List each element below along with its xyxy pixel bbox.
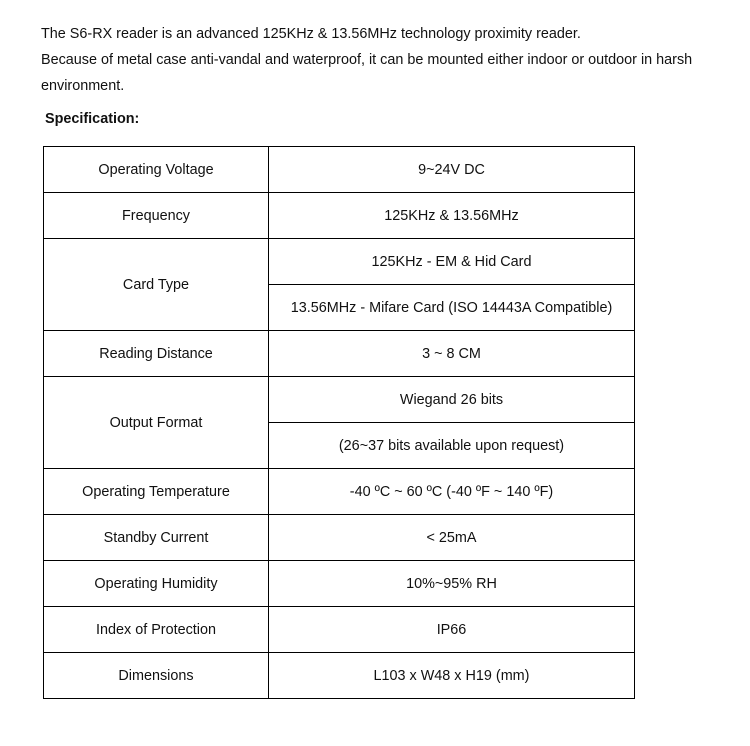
- intro-line-2: Because of metal case anti-vandal and waterproof, it can be mounted either indoor or outdoor in harsh environment.: [41, 52, 693, 94]
- spec-value: Wiegand 26 bits: [269, 377, 635, 423]
- spec-label: Standby Current: [44, 515, 269, 561]
- table-row: [44, 515, 635, 561]
- intro-line-1: The S6-RX reader is an advanced 125KHz & 13.56MHz technology proximity reader.: [41, 26, 581, 42]
- table-row: [44, 331, 635, 377]
- spec-value: L103 x W48 x H19 (mm): [269, 653, 635, 699]
- table-row: [44, 193, 635, 239]
- table-row: [44, 561, 635, 607]
- spec-value: 10%~95% RH: [269, 561, 635, 607]
- table-row: [44, 607, 635, 653]
- spec-label: Operating Voltage: [44, 147, 269, 193]
- spec-value: (26~37 bits available upon request): [269, 423, 635, 469]
- table-row: [44, 653, 635, 699]
- spec-value: 125KHz & 13.56MHz: [269, 193, 635, 239]
- specification-table: [43, 146, 635, 699]
- table-row: [44, 147, 635, 193]
- spec-value: 3 ~ 8 CM: [269, 331, 635, 377]
- spec-label: Dimensions: [44, 653, 269, 699]
- spec-value: 125KHz - EM & Hid Card: [269, 239, 635, 285]
- spec-label: Index of Protection: [44, 607, 269, 653]
- spec-label: Operating Humidity: [44, 561, 269, 607]
- specification-heading: Specification:: [45, 111, 140, 127]
- spec-value: < 25mA: [269, 515, 635, 561]
- spec-label: Reading Distance: [44, 331, 269, 377]
- spec-value: 9~24V DC: [269, 147, 635, 193]
- table-row: [44, 377, 635, 423]
- spec-label: Card Type: [44, 239, 269, 331]
- spec-value: IP66: [269, 607, 635, 653]
- spec-label: Output Format: [44, 377, 269, 469]
- spec-label: Operating Temperature: [44, 469, 269, 515]
- spec-value: -40 ºC ~ 60 ºC (-40 ºF ~ 140 ºF): [269, 469, 635, 515]
- table-row: [44, 239, 635, 285]
- spec-value: 13.56MHz - Mifare Card (ISO 14443A Compatible): [269, 285, 635, 331]
- table-row: [44, 469, 635, 515]
- intro-text: [41, 21, 741, 99]
- spec-label: Frequency: [44, 193, 269, 239]
